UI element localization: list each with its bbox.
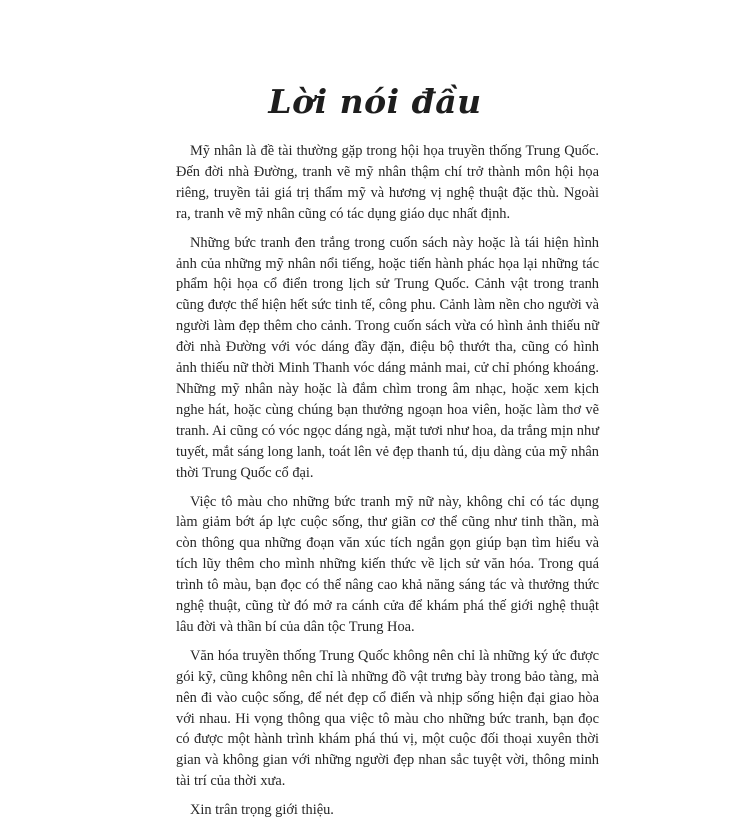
paragraph: Những bức tranh đen trắng trong cuốn sách này hoặc là tái hiện hình ảnh của những mỹ nhân nổi tiếng, hoặc tiến hành phác họa lại những tác phẩm hội họa cổ điển trong lịch sử Trung Quốc. Cảnh vật trong tranh cũng được thể hiện hết sức tinh tế, công phu. Cảnh làm nền cho người và người làm đẹp thêm cho cảnh. Trong cuốn sách vừa có hình ảnh thiếu nữ đời nhà Đường với vóc dáng đầy đặn, điệu bộ thướt tha, cũng có hình ảnh thiếu nữ thời Minh Thanh vóc dáng mảnh mai, cử chỉ phóng khoáng. Những mỹ nhân này hoặc là đắm chìm trong âm nhạc, hoặc xem kịch nghe hát, hoặc cùng chúng bạn thưởng ngoạn hoa viên, hoặc làm thơ vẽ tranh. Ai cũng có vóc ngọc dáng ngà, mặt tươi như hoa, da trắng mịn như tuyết, mắt sáng long lanh, toát lên vẻ đẹp thanh tú, dịu dàng của mỹ nhân thời Trung Quốc cổ đại.: [176, 234, 599, 481]
paragraph: Mỹ nhân là đề tài thường gặp trong hội họa truyền thống Trung Quốc. Đến đời nhà Đường, tranh vẽ mỹ nhân thậm chí trở thành môn hội họa riêng, truyền tải giá trị thẩm mỹ và hương vị nghệ thuật đặc thù. Ngoài ra, tranh vẽ mỹ nhân cũng có tác dụng giáo dục nhất định.: [176, 143, 599, 222]
body-text: [176, 141, 599, 829]
paragraph: Văn hóa truyền thống Trung Quốc không nên chỉ là những ký ức được gói kỹ, cũng không nên chỉ là những đồ vật trưng bày trong bảo tàng, mà nên đi vào cuộc sống, để nét đẹp cổ điển và nhịp sống hiện đại giao hòa với nhau. Hi vọng thông qua việc tô màu cho những bức tranh, bạn đọc có được một hành trình khám phá thú vị, một cuộc đối thoại xuyên thời gian và không gian với những người đẹp nhan sắc tuyệt vời, thông minh tài trí của thời xưa.: [176, 647, 599, 790]
page-title: Lời nói đầu: [268, 82, 482, 121]
paragraph: Việc tô màu cho những bức tranh mỹ nữ này, không chỉ có tác dụng làm giảm bớt áp lực cuộc sống, thư giãn cơ thể cũng như tinh thần, mà còn thông qua những đoạn văn xúc tích ngắn gọn giúp bạn tìm hiểu và tích lũy thêm cho mình những kiến thức về lịch sử văn hóa. Trong quá trình tô màu, bạn đọc có thể nâng cao khả năng sáng tác và thưởng thức nghệ thuật, cũng từ đó mở ra cánh cửa để khám phá thế giới nghệ thuật lâu đời và thần bí của dân tộc Trung Hoa.: [176, 493, 599, 635]
paragraph: Xin trân trọng giới thiệu.: [190, 802, 334, 819]
